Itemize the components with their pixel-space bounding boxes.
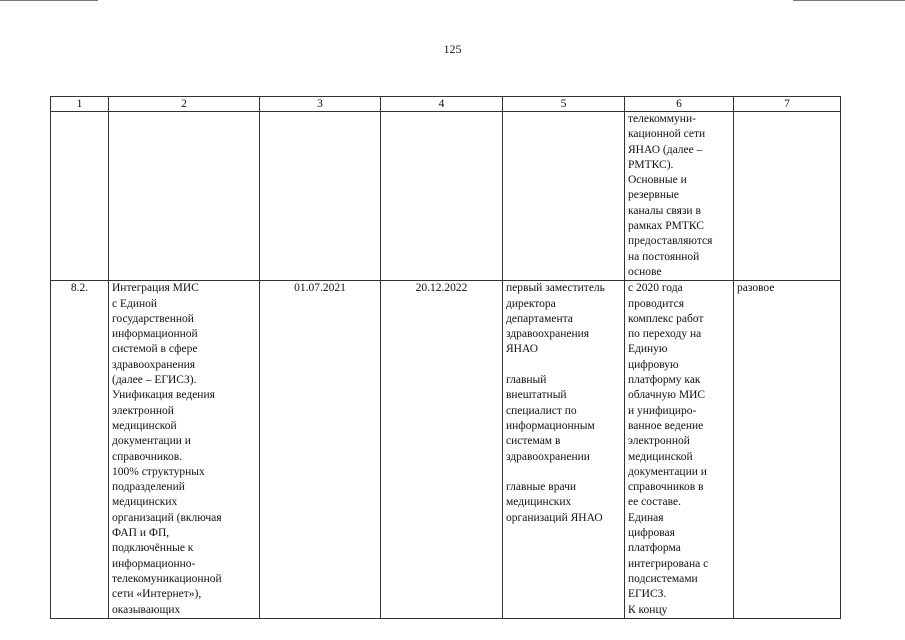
text-line: оказывающих: [112, 603, 181, 616]
text-line: Единую: [628, 343, 668, 356]
text-line: медицинских: [112, 496, 178, 509]
text-line: информационно-: [112, 557, 196, 570]
text-line: ЯНАО (далее –: [628, 143, 703, 156]
text-line: организаций ЯНАО: [506, 511, 603, 524]
text-line: интегрирована с: [628, 557, 709, 570]
text-line: ФАП и ФП,: [112, 527, 170, 540]
start-date: 01.07.2021: [260, 281, 381, 619]
text-line: Единая: [628, 511, 664, 524]
event-type: разовое: [734, 281, 841, 619]
text-line: облачную МИС: [628, 389, 706, 402]
text-line: здравоохранения: [112, 358, 196, 371]
responsible-cell: [503, 281, 625, 619]
text-line: комплекс работ: [628, 312, 704, 325]
text-line: справочников.: [112, 450, 183, 463]
text-line: электронной: [112, 404, 174, 417]
continued-result-cell: [625, 112, 734, 281]
text-line: каналы связи в: [628, 204, 701, 217]
text-line: платформу как: [628, 374, 701, 387]
text-line: основе: [628, 265, 662, 278]
column-header: 4: [381, 97, 503, 112]
text-line: и унифициро-: [628, 404, 697, 417]
text-line: организаций (включая: [112, 511, 222, 524]
text-line: телекоммуни-: [628, 113, 696, 125]
text-line: 100% структурных: [112, 465, 205, 478]
continued-row: [51, 112, 841, 281]
page-number: 125: [443, 42, 462, 56]
text-line: внештатный: [506, 389, 567, 402]
text-line: (далее – ЕГИСЗ).: [112, 374, 197, 387]
text-line: ЯНАО: [506, 343, 539, 356]
text-line: на постоянной: [628, 250, 700, 263]
text-line: сети «Интернет»),: [112, 588, 202, 601]
text-line: цифровую: [628, 358, 679, 371]
table-row: [51, 281, 841, 619]
text-line: первый заместитель: [506, 282, 605, 295]
result-cell: [625, 281, 734, 619]
text-line: резервные: [628, 189, 679, 202]
text-line: Унификация ведения: [112, 389, 215, 402]
text-line: справочников в: [628, 481, 704, 494]
column-header: 3: [260, 97, 381, 112]
plan-table: [50, 96, 841, 619]
column-header: 1: [51, 97, 109, 112]
row-number: 8.2.: [51, 281, 109, 619]
text-line: медицинской: [112, 419, 177, 432]
text-line: документации и: [628, 465, 707, 478]
column-header: 5: [503, 97, 625, 112]
text-line: предоставляются: [628, 235, 713, 248]
text-line: цифровая: [628, 527, 675, 540]
text-line: с Единой: [112, 297, 158, 310]
column-header: 6: [625, 97, 734, 112]
text-line: проводится: [628, 297, 684, 310]
text-line: департамента: [506, 312, 573, 325]
text-line: системам в: [506, 435, 561, 448]
description-cell: [109, 281, 260, 619]
text-line: главный: [506, 374, 547, 387]
text-line: главные врачи: [506, 481, 577, 494]
text-line: РМТКС).: [628, 158, 674, 171]
text-line: подключённые к: [112, 542, 194, 555]
scan-edge-line: [0, 0, 98, 1]
text-line: рамках РМТКС: [628, 220, 704, 233]
text-line: подразделений: [112, 481, 185, 494]
text-line: ЕГИСЗ.: [628, 588, 667, 601]
text-line: медицинских: [506, 496, 572, 509]
text-line: К концу: [628, 603, 668, 616]
text-line: информационной: [112, 328, 198, 341]
text-line: подсистемами: [628, 572, 698, 585]
column-header: 7: [734, 97, 841, 112]
text-line: информационным: [506, 419, 595, 432]
text-line: по переходу на: [628, 328, 702, 341]
header-row: [51, 97, 841, 112]
column-header: 2: [109, 97, 260, 112]
text-line: здравоохранения: [506, 328, 590, 341]
text-line: документации и: [112, 435, 191, 448]
text-line: здравоохранении: [506, 450, 590, 463]
text-line: ванное ведение: [628, 419, 704, 432]
text-line: ее составе.: [628, 496, 681, 509]
text-line: телекомуникационной: [112, 572, 222, 585]
text-line: специалист по: [506, 404, 577, 417]
scan-edge-line: [793, 0, 905, 1]
text-line: директора: [506, 297, 556, 310]
text-line: государственной: [112, 312, 194, 325]
text-line: электронной: [628, 435, 690, 448]
text-line: кационной сети: [628, 128, 706, 141]
text-line: платформа: [628, 542, 681, 555]
text-line: с 2020 года: [628, 282, 683, 295]
text-line: системой в сфере: [112, 343, 198, 356]
text-line: медицинской: [628, 450, 693, 463]
end-date: 20.12.2022: [381, 281, 503, 619]
text-line: Интеграция МИС: [112, 282, 199, 295]
text-line: Основные и: [628, 174, 687, 187]
